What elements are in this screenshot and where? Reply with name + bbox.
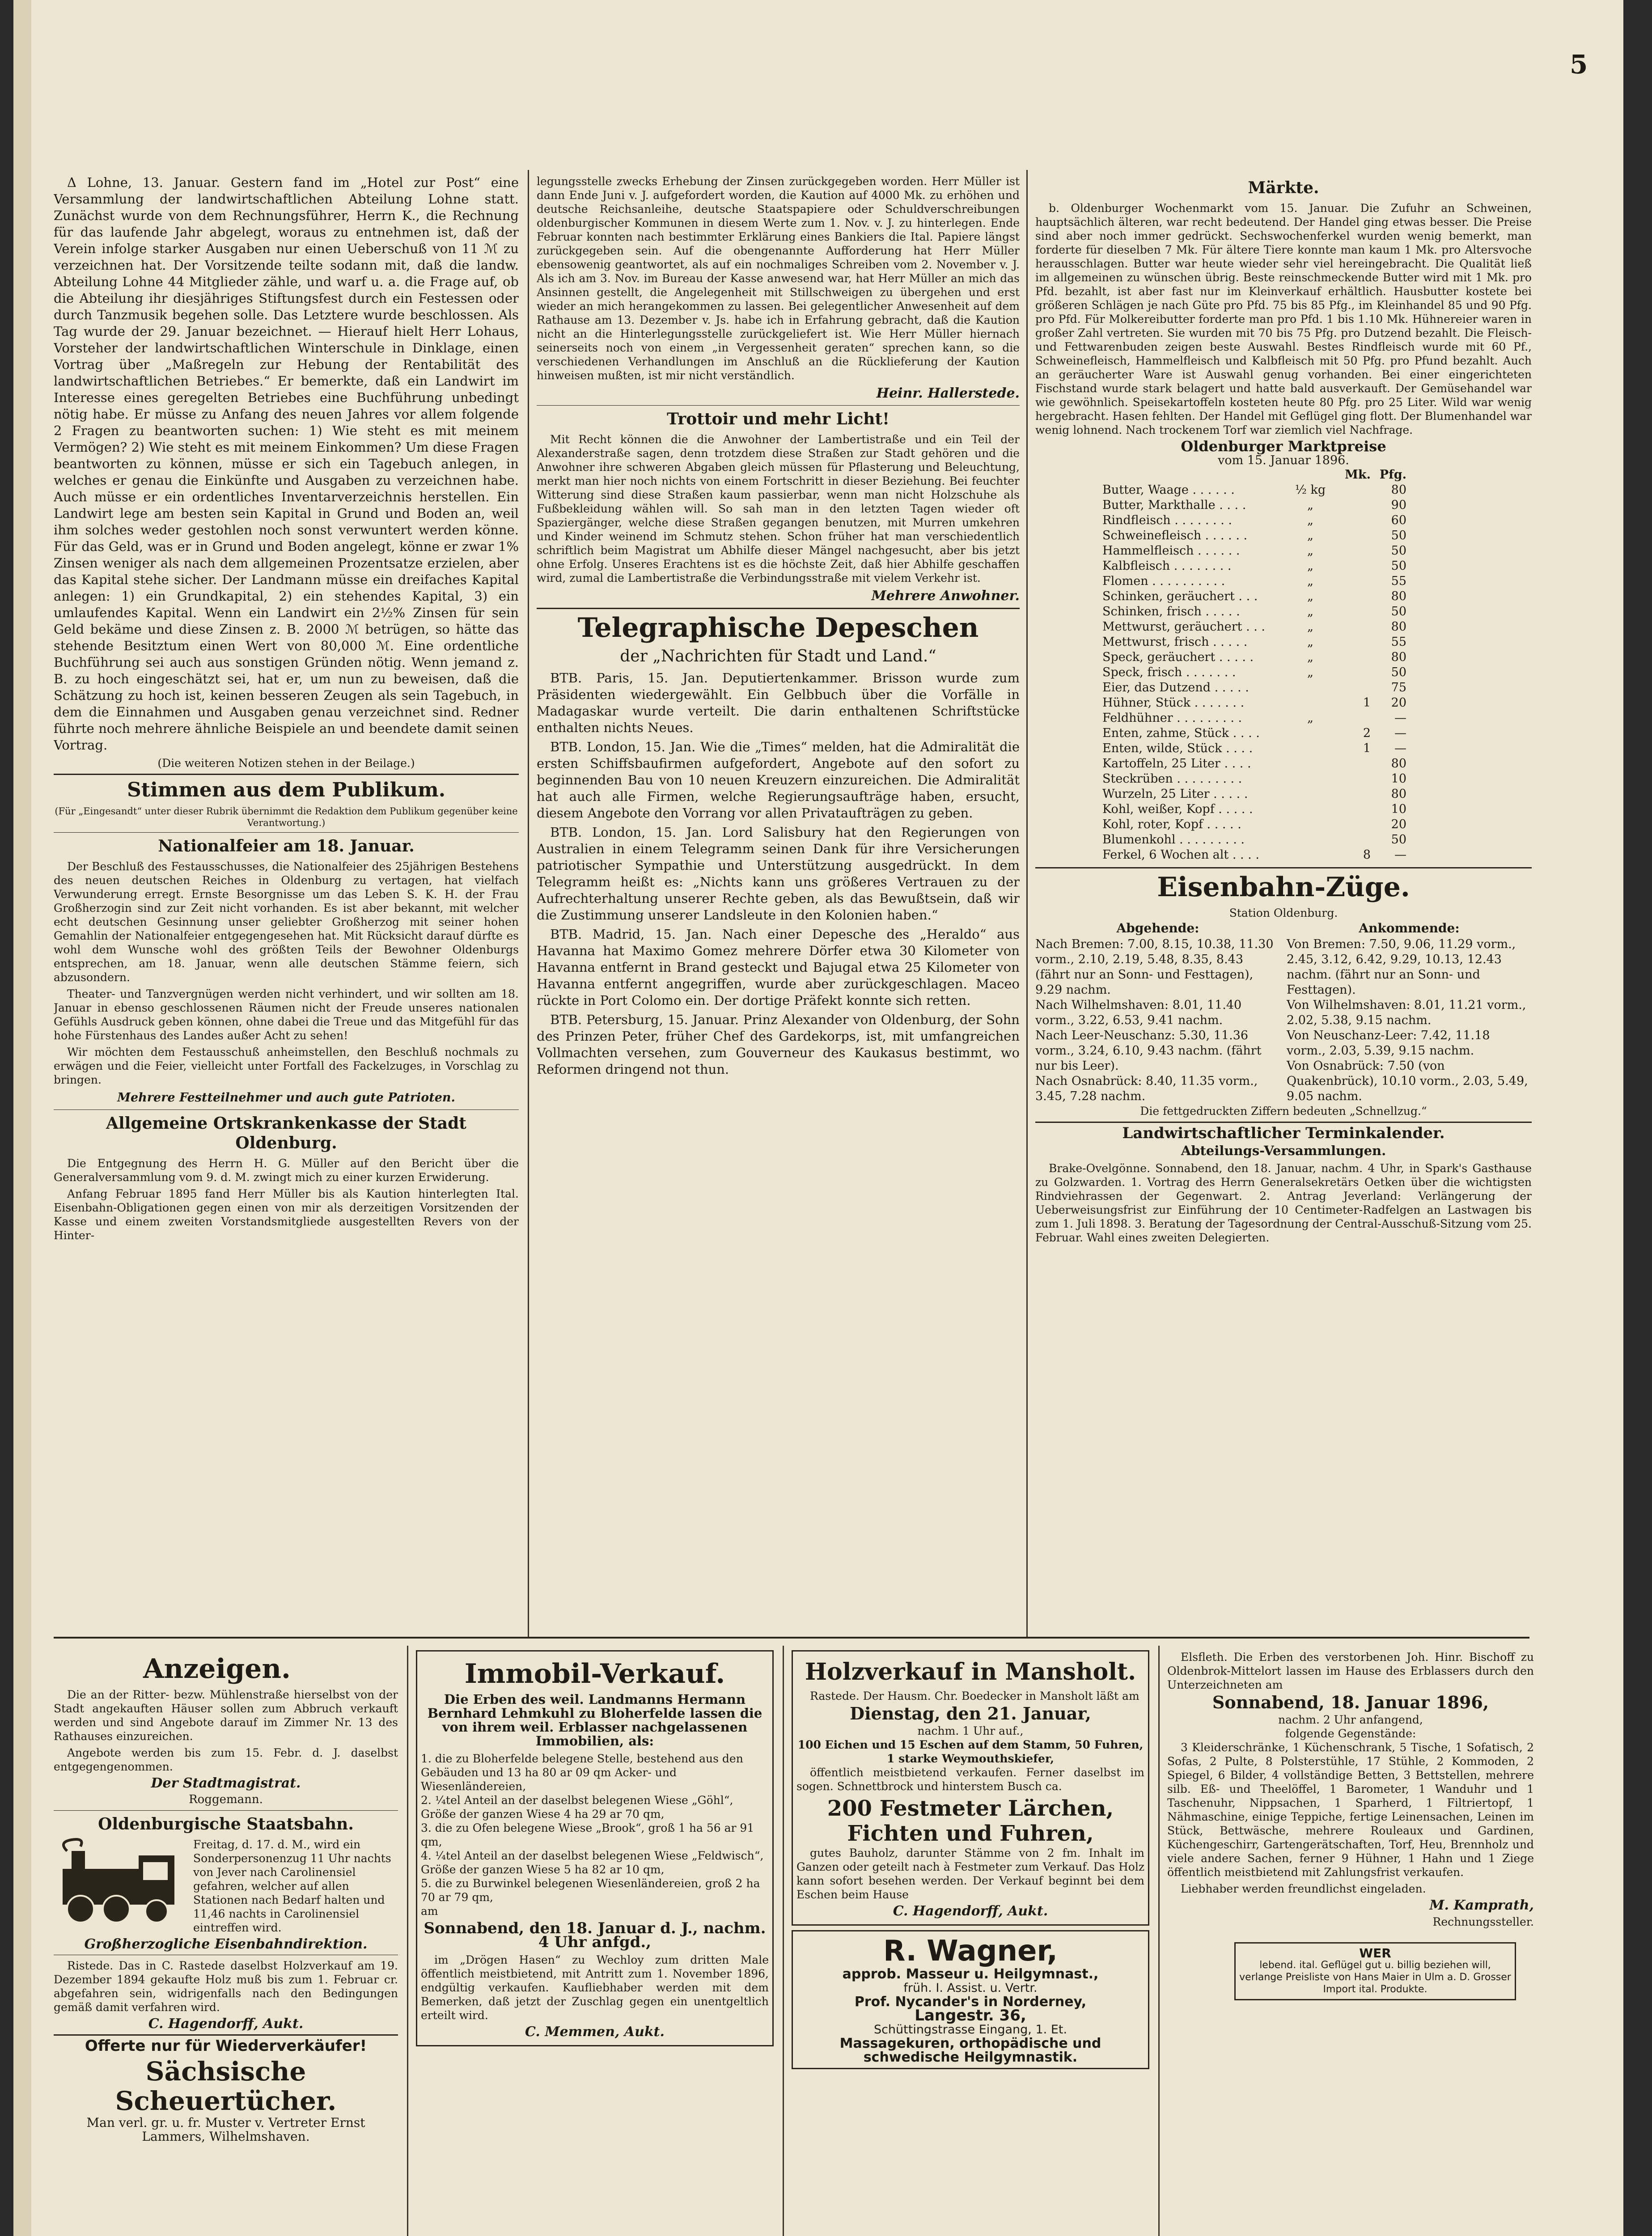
price-item: Schinken, frisch . . . . . — [1102, 605, 1240, 618]
price-unit: ½ kg — [1295, 483, 1326, 497]
price-item: Speck, geräuchert . . . . . — [1102, 650, 1254, 664]
price-row — [1102, 513, 1406, 528]
nationalfeier-paragraph: Der Beschluß des Festausschusses, die Nationalfeier des 25jährigen Bestehens des neuen deutschen Reiches in Oldenburg zu vertagen, hat vielfach Verwunderung erregt. Ernste Besorgnisse um das Leben S. K. H. der Frau Großherzogin sind zur Zeit nicht vorhanden. Es ist aber bekannt, mit welcher echt deutschen Gesinnung unser geliebter Großherzog mit seiner hohen Gemahlin der Nationalfeier entgegengesehen hat. Mit Rücksicht darauf dürfte es wohl dem Wunsche wohl des größten Teils der Bewohner Oldenburgs entsprechen, am 18. Januar, wenn alle deutschen Stämme feiern, sich abzusondern. — [54, 860, 519, 984]
price-pfg: 50 — [1391, 665, 1406, 679]
price-unit: „ — [1307, 544, 1313, 558]
wagner-ad — [792, 1930, 1149, 2069]
telegraph-subheading: der „Nachrichten für Stadt und Land.“ — [620, 647, 936, 665]
price-row — [1102, 604, 1406, 619]
column-3 — [1035, 174, 1532, 1632]
price-item: Mettwurst, geräuchert . . . — [1102, 620, 1265, 634]
eisenbahn-station: Station Oldenburg. — [1229, 906, 1338, 919]
departure-line: Nach Wilhelmshaven: 8.01, 11.40 vorm., 3.22, 6.53, 9.41 nachm. — [1035, 998, 1242, 1027]
price-row — [1102, 695, 1406, 711]
price-pfg: 50 — [1391, 544, 1406, 558]
price-item: Hühner, Stück . . . . . . . — [1102, 696, 1245, 710]
price-unit: „ — [1307, 605, 1313, 618]
price-row — [1102, 574, 1406, 589]
price-mk — [1335, 650, 1371, 665]
elsfleth-date: Sonnabend, 18. Januar 1896, — [1212, 1692, 1489, 1712]
nationalfeier-paragraph: Theater- und Tanzvergnügen werden nicht verhindert, und wir sollten am 18. Januar in ebenso geschlossenen Räumen nicht der Freude unseres nationalen Gefühls Ausdruck geben können, ohne dabei die Treue und das Mitgefühl für das hohe Fürstenhaus des Landes außer Acht zu sehen! — [54, 987, 519, 1042]
price-item: Wurzeln, 25 Liter . . . . . — [1102, 787, 1248, 801]
wagner-line: approb. Masseur u. Heilgymnast., — [842, 1966, 1099, 1982]
price-row — [1102, 650, 1406, 665]
price-unit — [1286, 741, 1335, 756]
holzverkauf-paragraph: Rastede. Der Hausm. Chr. Boedecker in Mansholt läßt am — [810, 1690, 1139, 1702]
price-pfg: 50 — [1391, 529, 1406, 542]
price-row — [1102, 726, 1406, 741]
price-pfg: 50 — [1391, 605, 1406, 618]
price-row — [1102, 771, 1406, 787]
column-rule — [528, 170, 529, 1637]
price-row — [1102, 802, 1406, 817]
ristede-signature: C. Hagendorff, Aukt. — [148, 2016, 304, 2032]
price-pfg: 90 — [1391, 498, 1406, 512]
holzverkauf-heading: Holzverkauf in Mansholt. — [805, 1658, 1136, 1685]
price-item: Schweinefleisch . . . . . . — [1102, 529, 1248, 542]
price-mk — [1335, 528, 1371, 543]
price-pfg: 75 — [1391, 681, 1406, 695]
price-item: Hammelfleisch . . . . . . — [1102, 544, 1240, 558]
price-row — [1102, 559, 1406, 574]
price-pfg: 80 — [1391, 589, 1406, 603]
departure-line: Nach Leer-Neuschanz: 5.30, 11.36 vorm., 3.24, 6.10, 9.43 nachm. (fährt nur bis Leer). — [1035, 1029, 1262, 1073]
ads-column-1 — [54, 1650, 398, 2236]
price-row — [1102, 756, 1406, 771]
holzverkauf-paragraph: gutes Bauholz, darunter Stämme von 2 fm. Inhalt im Ganzen oder geteilt nach à Festmeter zum Verkauf. Das Holz kann sofort besehen werden. Der Verkauf beginnt bei dem Eschen beim Hause — [796, 1846, 1144, 1901]
column-rule — [1158, 1646, 1160, 2236]
ortskrankenkasse-signature: Heinr. Hallerstede. — [876, 385, 1020, 401]
price-unit — [1286, 847, 1335, 863]
trottoir-paragraph: Mit Recht können die die Anwohner der Lambertistraße und ein Teil der Alexanderstraße sagen, denn trotzdem diese Straßen zur Stadt gehören und die Anwohner ihre schweren Abgaben gleich müssen für Pflasterung und Beleuchtung, merkt man hier noch nichts von einem Fortschritt in dieser Beziehung. Bei feuchter Witterung sind diese Straßen kaum passierbar, wenn man nicht Holzschuhe als Fußbekleidung wählen will. So sah man in den letzten Tagen wieder oft Spaziergänger, welche diese Straßen gegangen benutzen, mit Murren umkehren und Kinder weinend im Schmutz stehen. Schon früher hat man verschiedentlich schriftlich beim Magistrat um Abhilfe dieser Mängel nachgesucht, aber bis jetzt ohne Erfolg. Unseres Erachtens ist es die höchste Zeit, daß hier Abhilfe geschaffen wird, zumal die Lambertistraße die Verbindungsstraße mit vielem Verkehr ist. — [537, 433, 1020, 584]
price-pfg: 10 — [1391, 772, 1406, 786]
price-unit — [1286, 726, 1335, 741]
price-unit: „ — [1307, 635, 1313, 649]
price-unit — [1286, 695, 1335, 711]
divider — [54, 2034, 398, 2036]
price-unit: „ — [1307, 589, 1313, 603]
price-mk — [1335, 513, 1371, 528]
holzverkauf-time: nachm. 1 Uhr auf., — [917, 1724, 1024, 1737]
arrivals-heading: Ankommende: — [1359, 921, 1460, 936]
immobil-heading: Immobil-Verkauf. — [464, 1658, 725, 1690]
price-unit: „ — [1307, 529, 1313, 542]
staatsbahn-ad — [54, 1838, 398, 1935]
nationalfeier-signature: Mehrere Festteilnehmer und auch gute Patrioten. — [117, 1091, 455, 1105]
price-item: Steckrüben . . . . . . . . . — [1102, 772, 1242, 786]
price-mk — [1335, 832, 1371, 847]
departure-line: Nach Osnabrück: 8.40, 11.35 vorm., 3.45, 7.28 nachm. — [1035, 1074, 1258, 1103]
price-mk — [1335, 574, 1371, 589]
telegraph-item: BTB. Paris, 15. Jan. Deputiertenkammer. Brisson wurde zum Präsidenten wiedergewählt. Ein Gelbbuch über die Vorfälle in Madagaskar wurde verteilt. Die darin enthaltenen Schriftstücke enthalten nichts Neues. — [537, 670, 1020, 735]
departures-heading: Abgehende: — [1116, 921, 1199, 936]
holzverkauf-items: 100 Eichen und 15 Eschen auf dem Stamm, 50 Fuhren, 1 starke Weymouthskiefer, — [797, 1738, 1144, 1765]
train-times — [1035, 920, 1532, 1104]
price-mk — [1335, 604, 1371, 619]
price-row — [1102, 665, 1406, 680]
price-mk: 1 — [1363, 696, 1371, 710]
section-rule — [54, 1637, 1529, 1639]
price-unit: „ — [1307, 574, 1313, 588]
price-pfg: 55 — [1391, 635, 1406, 649]
immobil-intro: Die Erben des weil. Landmanns Hermann Bernhard Lehmkuhl zu Bloherfelde lassen die von ihrem weil. Erblasser nachgelassenen Immobilien, als: — [427, 1692, 762, 1749]
price-item: Kartoffeln, 25 Liter . . . . — [1102, 757, 1251, 771]
elsfleth-paragraph: Liebhaber werden freundlichst eingeladen. — [1181, 1882, 1426, 1895]
price-item: Speck, frisch . . . . . . . — [1102, 665, 1236, 679]
column-rule — [407, 1646, 408, 2236]
page-number: 5 — [1570, 49, 1588, 80]
staatsbahn-heading: Oldenburgische Staatsbahn. — [98, 1815, 354, 1834]
divider — [1035, 867, 1532, 868]
price-mk — [1335, 771, 1371, 787]
column-1 — [54, 174, 519, 1632]
terminkalender-subheading: Abteilungs-Versammlungen. — [1181, 1143, 1386, 1158]
arrival-line: Von Wilhelmshaven: 8.01, 11.21 vorm., 2.02, 5.38, 9.15 nachm. — [1287, 998, 1526, 1027]
immobil-item: 2. ¹⁄₄tel Anteil an der daselbst belegenen Wiese „Göhl“, Größe der ganzen Wiese 4 ha 29 ar 70 qm, — [421, 1794, 733, 1821]
stimmen-heading: Stimmen aus dem Publikum. — [127, 779, 446, 801]
stimmen-note: (Für „Eingesandt“ unter dieser Rubrik übernimmt die Redaktion dem Publikum gegenüber keine Verantwortung.) — [55, 806, 518, 828]
trottoir-signature: Mehrere Anwohner. — [871, 588, 1020, 604]
price-item: Kalbfleisch . . . . . . . . — [1102, 559, 1232, 573]
price-item: Schinken, geräuchert . . . — [1102, 589, 1258, 603]
divider — [537, 608, 1020, 609]
price-mk — [1335, 665, 1371, 680]
arrival-line: Von Bremen: 7.50, 9.06, 11.29 vorm., 2.45, 3.12, 6.42, 9.29, 10.13, 12.43 nachm. (fährt nur an Sonn- und Festtagen). — [1287, 937, 1516, 997]
price-mk — [1335, 817, 1371, 832]
ortskrankenkasse-paragraph: Anfang Februar 1895 fand Herr Müller bis als Kaution hinterlegten Ital. Eisenbahn-Obligationen gegen einen von mir als derzeitigen Vorsitzenden der Kasse und einem zweiten Vorstandsmitgliede ausgestellten Revers von der Hinter- — [54, 1187, 519, 1242]
price-item: Ferkel, 6 Wochen alt . . . . — [1102, 848, 1259, 862]
ortskrankenkasse-paragraph: Die Entgegnung des Herrn H. G. Müller auf den Bericht über die Generalversammlung vom 9. d. M. zwingt mich zu einer kurzen Erwiderung. — [54, 1157, 519, 1184]
ristede-paragraph: Ristede. Das in C. Rastede daselbst Holzverkauf am 19. Dezember 1894 gekaufte Holz muß bis zum 1. Februar cr. abgefahren sein, widrigenfalls nach den Bedingungen gemäß damit verfahren wird. — [54, 1959, 398, 2014]
immobil-signature: C. Memmen, Aukt. — [525, 2024, 665, 2040]
price-item: Mettwurst, frisch . . . . . — [1102, 635, 1248, 649]
divider — [54, 774, 519, 775]
price-row — [1102, 741, 1406, 756]
telegraph-item: BTB. London, 15. Jan. Wie die „Times“ melden, hat die Admiralität die ersten Schiffsbaufirmen aufgefordert, Angebote auf den sofort zu beginnenden Bau von 10 neuen Kreuzern einzureichen. Die Admiralität hat auch alle Firmen, welche Regierungsaufträge haben, ersucht, diesem Angebote den Vorrang vor allen Privataufträgen zu geben. — [537, 739, 1020, 821]
price-row — [1102, 680, 1406, 695]
anzeigen-signature: Der Stadtmagistrat. — [151, 1775, 301, 1791]
holzverkauf-date: Dienstag, den 21. Januar, — [850, 1703, 1091, 1724]
price-pfg: 80 — [1391, 757, 1406, 771]
staatsbahn-signature: Großherzogliche Eisenbahndirektion. — [84, 1936, 368, 1952]
price-pfg: 20 — [1391, 817, 1406, 831]
price-item: Blumenkohl . . . . . . . . . — [1102, 833, 1245, 847]
price-unit — [1286, 787, 1335, 802]
anzeigen-paragraph: Angebote werden bis zum 15. Febr. d. J. daselbst entgegengenommen. — [54, 1746, 398, 1773]
telegraph-heading: Telegraphische Depeschen — [577, 612, 979, 644]
ads-column-4 — [1167, 1650, 1534, 2236]
eisenbahn-heading: Eisenbahn-Züge. — [1157, 872, 1410, 903]
price-unit — [1286, 771, 1335, 787]
price-unit — [1286, 756, 1335, 771]
price-pfg: 50 — [1391, 833, 1406, 847]
anzeigen-heading: Anzeigen. — [143, 1653, 291, 1685]
price-pfg: — — [1394, 848, 1406, 862]
arrivals — [1287, 920, 1532, 1104]
elsfleth-signature: M. Kamprath, — [1429, 1897, 1534, 1913]
offerte-text: Man verl. gr. u. fr. Muster v. Vertreter Ernst Lammers, Wilhelmshaven. — [86, 2115, 365, 2144]
price-unit — [1286, 832, 1335, 847]
immobil-paragraph: im „Drögen Hasen“ zu Wechloy zum dritten Male öffentlich meistbietend, mit Antritt zum 1. November 1896, endgültig verkaufen. Kaufliebhaber werden mit dem Bemerken, daß jetzt der Zuschlag gegen ein unentgeltlich erteilt wird. — [421, 1953, 769, 2022]
elsfleth-signature-title: Rechnungssteller. — [1432, 1915, 1534, 1928]
immobil-item: 4. ¹⁄₄tel Anteil an der daselbst belegenen Wiese „Feldwisch“, Größe der ganzen Wiese 5 ha 82 ar 10 qm, — [421, 1849, 764, 1876]
price-pfg: 60 — [1391, 513, 1406, 527]
marktpreise-date: vom 15. Januar 1896. — [1218, 453, 1349, 467]
nationalfeier-heading: Nationalfeier am 18. Januar. — [158, 837, 415, 855]
terminkalender-heading: Landwirtschaftlicher Terminkalender. — [1122, 1124, 1445, 1142]
marktpreise-table — [1102, 467, 1406, 863]
divider — [1035, 1122, 1532, 1123]
price-row — [1102, 543, 1406, 559]
arrival-line: Von Neuschanz-Leer: 7.42, 11.18 vorm., 2.03, 5.39, 9.15 nachm. — [1287, 1029, 1490, 1058]
wagner-line: Schüttingstrasse Eingang, 1. Et. — [873, 2023, 1067, 2037]
price-mk — [1335, 711, 1371, 726]
staatsbahn-text: Freitag, d. 17. d. M., wird ein Sonderpersonenzug 11 Uhr nachts von Jever nach Carolinensiel gefahren, welcher auf allen Stationen nach Bedarf halten und 11,46 nachts in Carolinensiel eintreffen wird. — [193, 1838, 391, 1934]
price-mk — [1335, 589, 1371, 604]
telegraph-item: BTB. Madrid, 15. Jan. Nach einer Depesche des „Heraldo“ aus Havanna hat Maximo Gomez mehrere Dörfer etwa 30 Kilometer von Havanna entfernt in Brand gesteckt und Bajugal etwa 25 Kilometer von Havanna entfernt angegriffen, wurde aber zurückgeschlagen. Maceo rückte in Port Colomo ein. Der dortige Präfekt konnte sich retten. — [537, 927, 1020, 1008]
column-header-mk: Mk. — [1345, 468, 1371, 482]
price-item: Enten, wilde, Stück . . . . — [1102, 741, 1253, 755]
wagner-line: Massagekuren, orthopädische und — [839, 2036, 1101, 2051]
wagner-line: Langestr. 36, — [915, 2007, 1026, 2024]
immobil-ad — [416, 1650, 774, 2046]
price-pfg: 20 — [1391, 696, 1406, 710]
price-mk — [1335, 498, 1371, 513]
immobil-item: 5. die zu Burwinkel belegenen Wiesenländereien, groß 2 ha 70 ar 79 qm, — [421, 1877, 760, 1904]
price-item: Eier, das Dutzend . . . . . — [1102, 681, 1249, 695]
trottoir-heading: Trottoir und mehr Licht! — [667, 410, 890, 428]
telegraph-item: BTB. Petersburg, 15. Januar. Prinz Alexander von Oldenburg, der Sohn des Prinzen Peter, früher Chef des Gardekorps, ist, mit umfangreichen Vollmachten versehen, zum Gouverneur des Kaukasus bestimmt, wo Reformen dringend not thun. — [537, 1012, 1020, 1077]
divider — [54, 1810, 398, 1811]
telegraph-item: BTB. London, 15. Jan. Lord Salisbury hat den Regierungen von Australien in einem Telegramm seinen Dank für ihre Versicherungen patriotischer Sympathie und Unterstützung ausgedrückt. In dem Telegramm heißt es: „Nichts kann uns größeres Vertrauen zu der Aufrechterhaltung unserer Rechte geben, als das Bewußtsein, daß wir die Zustimmung unserer Landsleute in den Kolonien haben.“ — [537, 825, 1020, 923]
continued-note: (Die weiteren Notizen stehen in der Beilage.) — [157, 757, 415, 770]
column-rule — [783, 1646, 784, 2236]
price-mk — [1335, 619, 1371, 635]
price-item: Kohl, roter, Kopf . . . . . — [1102, 817, 1241, 831]
price-mk — [1335, 756, 1371, 771]
price-pfg: — — [1394, 741, 1406, 755]
page-gutter — [13, 0, 31, 2236]
terminkalender-paragraph: Brake-Ovelgönne. Sonnabend, den 18. Januar, nachm. 4 Uhr, in Spark's Gasthause zu Golzwarden. 1. Vortrag des Herrn Generalsekretärs Oetken über die wichtigsten Rindviehrassen der Gegenwart. 2. Antrag Jeverland: Verlängerung der Ueberweisungsfrist zur Einführung der 10 Centimeter-Radfelgen an Lastwagen bis zum 1. Juli 1898. 3. Beratung der Tagesordnung der Central-Ausschuß-Sitzung vom 25. Februar. Wahl eines zweiten Delegierten. — [1035, 1162, 1532, 1244]
price-item: Enten, zahme, Stück . . . . — [1102, 726, 1260, 740]
price-pfg: 80 — [1391, 620, 1406, 634]
column-rule — [1026, 170, 1028, 1637]
price-item: Butter, Markthalle . . . . — [1102, 498, 1246, 512]
departures — [1035, 920, 1280, 1104]
price-unit: „ — [1307, 620, 1313, 634]
ortskrankenkasse-continued: legungsstelle zwecks Erhebung der Zinsen zurückgegeben worden. Herr Müller ist dann Ende Juni v. J. aufgefordert worden, die Kaution auf 4000 Mk. zu erhöhen und deutsche Reichsanleihe, deutsche Staatspapiere oder Schuldverschreibungen oldenburgischer Kommunen in diesem Werte zum 1. Nov. v. J. zu hinterlegen. Ende Februar konnten nach bestimmter Erklärung eines Bankiers die Ital. Papiere längst zurückgegeben sein. Auf die obengenannte Aufforderung hat Herr Müller ebensowenig geantwortet, als auf ein nochmaliges Schreiben vom 2. November v. J. Als ich am 3. Nov. im Bureau der Kasse anwesend war, hat Herr Müller an mich das Ansinnen gestellt, die Angelegenheit mit Stillschweigen zu übergehen und erst wieder an mich herangekommen zu lassen. Bei gelegentlicher Anwesenheit auf dem Rathause am 13. Dezember v. Js. habe ich in Erfahrung gebracht, daß die Kaution nicht an die Hinterlegungsstelle zurückgeliefert ist. Wie Herr Müller hiernach seinerseits noch von einem „in Vergessenheit geraten“ sprechen kann, so die verschiedenen Verhandlungen im Anschluß an die Rücklieferung der Kaution hinweisen mußten, ist mir nicht verständlich. — [537, 175, 1020, 382]
price-row — [1102, 817, 1406, 832]
price-pfg: 80 — [1391, 483, 1406, 497]
price-mk — [1335, 559, 1371, 574]
price-mk: 8 — [1363, 848, 1371, 862]
lohne-report: Δ Lohne, 13. Januar. Gestern fand im „Hotel zur Post“ eine Versammlung der landwirtschaftlichen Abteilung Lohne statt. Zunächst wurde von dem Rechnungsführer, Herrn K., die Rechnung für das laufende Jahr abgelegt, woraus zu entnehmen ist, daß der Verein infolge starker Ausgaben nur einen Ueberschuß von 11 ℳ zu verzeichnen hat. Der Vorsitzende teilte sodann mit, daß die landw. Abteilung Lohne 44 Mitglieder zähle, und warf u. a. die Frage auf, ob die Abteilung ihr diesjähriges Stiftungsfest durch ein Festessen oder durch Tanzmusik begehen solle. Das Letztere wurde beschlossen. Als Tag wurde der 29. Januar bezeichnet. — Hierauf hielt Herr Lohaus, Vorsteher der landwirtschaftlichen Winterschule in Dinklage, einen Vortrag über „Maßregeln zur Hebung der Rentabilität des landwirtschaftlichen Betriebes.“ Er bemerkte, daß ein Landwirt im Interesse eines geregelten Betriebes eine Buchführung unbedingt nötig habe. Er müsse zu Anfang des neuen Jahres vor allem folgende 2 Fragen zu beantworten suchen: 1) Wie steht es mit meinem Vermögen? 2) Wie steht es mit meinem Einkommen? Um diese Fragen beantworten zu können, müsse er sich ein Tagebuch anlegen, in welches er genau die Einkünfte und Ausgaben zu verzeichnen habe. Auch müsse er ein ordentliches Inventarverzeichnis herstellen. Ein Landwirt lege am besten sein Kapital in Grund und Boden an, weil ihm solches weder gestohlen noch sonst verwuntert werden könne. Für das Geld, was er in Grund und Boden angelegt, könne er zwar 1% Zinsen weniger als nach dem allgemeinen Prozentsatze erzielen, aber das Kapital stehe sicher. Der Landmann müsse ein dreifaches Kapital anlegen: 1) ein Grundkapital, 2) ein stehendes Kapital, 3) ein umlaufendes Kapital. Wenn ein Landwirt ein 2½% Zinsen für sein Geld bekäme und diese Zinsen z. B. 2000 ℳ betrügen, so hätte das stehende Besitztum einen Wert von 80,000 ℳ. Eine ordentliche Buchführung sei auch aus sonstigen Gründen nötig. Wenn jemand z. B. zu hoch eingeschätzt sei, hat er, um nun zu beweisen, daß die Schätzung zu hoch ist, keinen besseren Zeugen als sein Tagebuch, in dem die Einnahmen und Ausgaben genau verzeichnet sind. Redner führte noch mehrere ähnliche Beispiele an und beendete damit seinen Vortrag. — [54, 175, 519, 753]
price-mk — [1335, 483, 1371, 498]
elsfleth-items: 3 Kleiderschränke, 1 Küchenschrank, 5 Tische, 1 Sofatisch, 2 Sofas, 2 Pulte, 8 Polsterstühle, 17 Stühle, 2 Kommoden, 2 Spiegel, 6 Bilder, 4 vollständige Betten, 3 Bettstellen, mehrere silb. Eß- und Theelöffel, 1 Barometer, 1 Wanduhr und 1 Taschenuhr, Nippsachen, 1 Sparherd, 1 Filtriertopf, 1 Nähmaschine, einige Teppiche, fertige Leinensachen, Leinen im Stück, Bettwäsche, mehrere Rouleaux und Gardinen, Küchengeschirr, Gartengerätschaften, Torf, Heu, Brennholz und viele andere Sachen, ferner 9 Hühner, 1 Hahn und 1 Ziege öffentlich meistbietend mit Zahlungsfrist verkaufen. — [1167, 1741, 1534, 1879]
marktpreise-heading: Oldenburger Marktpreise — [1181, 438, 1386, 455]
price-row — [1102, 619, 1406, 635]
price-mk — [1335, 680, 1371, 695]
price-item: Rindfleisch . . . . . . . . — [1102, 513, 1232, 527]
locomotive-icon — [54, 1838, 188, 1927]
price-mk: 2 — [1363, 726, 1371, 740]
divider — [537, 405, 1020, 406]
price-item: Butter, Waage . . . . . . — [1102, 483, 1235, 497]
wer-ad — [1234, 1942, 1516, 2000]
price-item: Flomen . . . . . . . . . . — [1102, 574, 1225, 588]
wagner-line: Prof. Nycander's in Norderney, — [854, 1994, 1087, 2010]
nationalfeier-paragraph: Wir möchten dem Festausschuß anheimstellen, den Beschluß nochmals zu erwägen und die Feier, vielleicht unter Fortfall des Fackelzuges, in Vorschlag zu bringen. — [54, 1046, 519, 1086]
wagner-line: schwedische Heilgymnastik. — [863, 2050, 1078, 2065]
eisenbahn-note: Die fettgedruckten Ziffern bedeuten „Schnellzug.“ — [1140, 1105, 1427, 1118]
offerte-heading: Offerte nur für Wiederverkäufer! — [85, 2037, 367, 2055]
price-row — [1102, 589, 1406, 604]
price-row — [1102, 635, 1406, 650]
price-pfg: — — [1394, 711, 1406, 725]
immobil-am: am — [421, 1905, 438, 1918]
price-unit: „ — [1307, 559, 1313, 573]
price-row — [1102, 528, 1406, 543]
price-unit — [1286, 802, 1335, 817]
column-2 — [537, 174, 1020, 1632]
price-mk — [1335, 802, 1371, 817]
holzverkauf-highlight: 200 Festmeter Lärchen, Fichten und Fuhren, — [827, 1796, 1114, 1846]
holzverkauf-ad — [792, 1650, 1149, 1926]
immobil-date: Sonnabend, den 18. Januar d. J., nachm. 4 Uhr anfgd., — [424, 1919, 766, 1951]
price-mk: 1 — [1363, 741, 1371, 755]
price-pfg: 80 — [1391, 650, 1406, 664]
elsfleth-time: nachm. 2 Uhr anfangend, — [1278, 1713, 1423, 1726]
price-mk — [1335, 635, 1371, 650]
price-row — [1102, 711, 1406, 726]
offerte-product: Sächsische Scheuertücher. — [115, 2056, 337, 2116]
holzverkauf-paragraph: öffentlich meistbietend verkaufen. Ferner daselbst im sogen. Schnettbrock und hinterstem Busch ca. — [796, 1766, 1144, 1793]
price-row — [1102, 847, 1406, 863]
price-item: Feldhühner . . . . . . . . . — [1102, 711, 1242, 725]
price-unit: „ — [1307, 498, 1313, 512]
table-header-row — [1102, 467, 1406, 483]
price-row — [1102, 787, 1406, 802]
price-unit: „ — [1307, 711, 1313, 725]
ortskrankenkasse-heading: Allgemeine Ortskrankenkasse der Stadt Oldenburg. — [106, 1114, 466, 1152]
maerkte-paragraph: b. Oldenburger Wochenmarkt vom 15. Januar. Die Zufuhr an Schweinen, hauptsächlich älteren, war recht bedeutend. Der Handel ging etwas besser. Die Preise sind aber noch immer gedrückt. Sechswochenferkel wurden wenig bemerkt, man forderte für dieselben 7 Mk. Für ältere Tiere konnte man kaum 1 Mk. pro Altersvoche herausschlagen. Butter war heute wieder sehr viel hereingebracht. Die Qualität ließ im allgemeinen zu wünschen übrig. Beste reinschmeckende Butter wird mit 1 Mk. pro Pfd. bezahlt, ist aber fast nur im Kleinverkauf erhältlich. Hausbutter kostete bei größeren Schlägen je nach Güte pro Pfd. 75 bis 85 Pfg., im Kleinhandel 85 und 90 Pfg. pro Pfd. Für Molkereibutter forderte man pro Pfd. 1 bis 1.10 Mk. Hühnereier waren in großer Zahl vertreten. Sie wurden mit 70 bis 75 Pfg. pro Dutzend bezahlt. Die Fleisch- und Fettwarenbuden zeigen beste Auswahl. Bestes Rindfleisch wurde mit 60 Pf., Schweinefleisch, Hammelfleisch und Kalbfleisch mit 50 Pfg. pro Pfund bezahlt. Auch an geräucherter Ware ist Auswahl genug vorhanden. Bei einer eingerichteten Fischstand wurde stark belagert und hatte bald ausverkauft. Der Gemüsehandel war wie gewöhnlich. Speisekartoffeln kosteten heute 80 Pfg. pro 25 Liter. Wild war wenig hergebracht. Hasen fehlten. Der Handel mit Geflügel ging flott. Der Blumenhandel war wenig lohnend. Nach trockenem Torf war ziemlich viel Nachfrage. — [1035, 202, 1532, 436]
elsfleth-paragraph: Elsfleth. Die Erben des verstorbenen Joh. Hinr. Bischoff zu Oldenbrok-Mittelort lassen im Hause des Erblassers durch den Unterzeichneten am — [1167, 1651, 1534, 1691]
immobil-item: 3. die zu Ofen belegene Wiese „Brook“, groß 1 ha 56 ar 91 qm, — [421, 1821, 754, 1848]
price-mk — [1335, 787, 1371, 802]
marktpreise-rows — [1102, 483, 1406, 863]
price-pfg: — — [1394, 726, 1406, 740]
anzeigen-paragraph: Die an der Ritter- bezw. Mühlenstraße hierselbst von der Stadt angekauften Häuser sollen zum Abbruch verkauft werden und sind Angebote darauf im Zimmer Nr. 13 des Rathauses einzureichen. — [54, 1688, 398, 1743]
wagner-name: R. Wagner, — [883, 1935, 1058, 1968]
arrival-line: Von Osnabrück: 7.50 (von Quakenbrück), 10.10 vorm., 2.03, 5.49, 9.05 nachm. — [1287, 1059, 1528, 1103]
anzeigen-signature-name: Roggemann. — [189, 1793, 263, 1806]
price-row — [1102, 832, 1406, 847]
newspaper-page — [13, 0, 1623, 2236]
wer-heading: WER — [1359, 1946, 1391, 1961]
price-pfg: 10 — [1391, 802, 1406, 816]
price-unit — [1286, 817, 1335, 832]
price-item: Kohl, weißer, Kopf . . . . . — [1102, 802, 1253, 816]
price-unit: „ — [1307, 513, 1313, 527]
price-unit: „ — [1307, 650, 1313, 664]
elsfleth-subheading: folgende Gegenstände: — [1285, 1727, 1416, 1740]
price-pfg: 55 — [1391, 574, 1406, 588]
price-pfg: 80 — [1391, 787, 1406, 801]
price-mk — [1335, 543, 1371, 559]
price-unit — [1286, 680, 1335, 695]
holzverkauf-signature: C. Hagendorff, Aukt. — [893, 1903, 1048, 1919]
price-pfg: 50 — [1391, 559, 1406, 573]
ads-column-3 — [792, 1650, 1149, 2236]
price-row — [1102, 498, 1406, 513]
departure-line: Nach Bremen: 7.00, 8.15, 10.38, 11.30 vorm., 2.10, 2.19, 5.48, 8.35, 8.43 (fährt nur an Sonn- und Festtagen), 9.29 nachm. — [1035, 937, 1274, 997]
divider — [54, 832, 519, 833]
price-row — [1102, 483, 1406, 498]
price-unit: „ — [1307, 665, 1313, 679]
wer-text: lebend. ital. Geflügel gut u. billig beziehen will, verlange Preisliste von Hans Maier in Ulm a. D. Grosser Import ital. Produkte. — [1239, 1960, 1511, 1995]
immobil-item: 1. die zu Bloherfelde belegene Stelle, bestehend aus den Gebäuden und 13 ha 80 ar 09 qm Acker- und Wiesenländereien, — [421, 1752, 743, 1793]
maerkte-heading: Märkte. — [1248, 178, 1319, 197]
ads-column-2 — [416, 1650, 774, 2236]
column-header-pfg: Pfg. — [1379, 468, 1406, 482]
wagner-line: früh. I. Assist. u. Vertr. — [903, 1981, 1038, 1995]
